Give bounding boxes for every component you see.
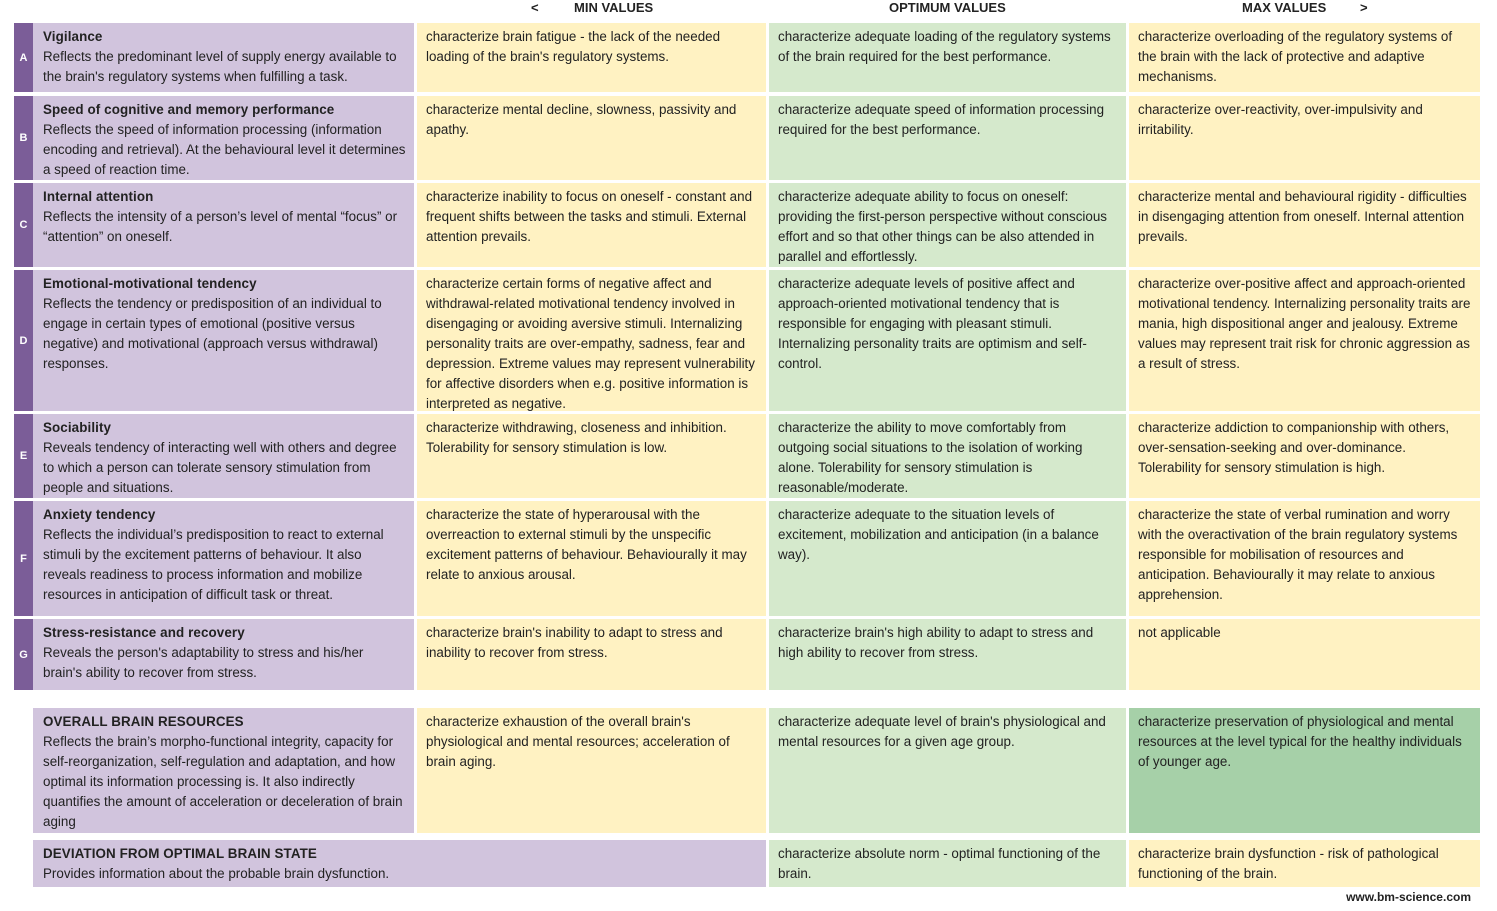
deviation-label — [33, 840, 766, 887]
row-description: Reflects the individual’s predisposition to react to external stimuli by the excitement patterns of behaviour. It also reveals readiness to process information and mobilize resources in anticipation of difficult task or threat. — [43, 527, 384, 602]
row-letter-f: F — [14, 501, 33, 616]
row-min-a: characterize brain fatigue - the lack of the needed loading of the brain's regulatory systems. — [417, 23, 766, 92]
header-min-values: MIN VALUES — [574, 0, 654, 15]
row-opt-a: characterize adequate loading of the regulatory systems of the brain required for the best performance. — [769, 23, 1126, 92]
deviation-max: characterize brain dysfunction - risk of pathological functioning of the brain. — [1129, 840, 1480, 887]
row-letter-d: D — [14, 270, 33, 411]
row-description: Reflects the intensity of a person’s level of mental “focus” or “attention” on oneself. — [43, 209, 398, 244]
row-letter-a: A — [14, 23, 33, 92]
row-max-g: not applicable — [1129, 619, 1480, 690]
row-max-f: characterize the state of verbal rumination and worry with the overactivation of the brain regulatory systems responsible for mobilisation of resources and anticipation. Behaviourally it may relate to anxious apprehension. — [1129, 501, 1480, 616]
row-letter-b: B — [14, 96, 33, 180]
row-opt-b: characterize adequate speed of information processing required for the best performance. — [769, 96, 1126, 180]
header-gt-arrow: > — [1360, 0, 1368, 15]
row-title: Internal attention — [43, 189, 154, 204]
row-description: Reveals the person's adaptability to stress and his/her brain's ability to recover from stress. — [43, 645, 364, 680]
row-label-d — [33, 270, 414, 411]
row-max-a: characterize overloading of the regulatory systems of the brain with the lack of protective and adaptive mechanisms. — [1129, 23, 1480, 92]
row-max-b: characterize over-reactivity, over-impulsivity and irritability. — [1129, 96, 1480, 180]
row-label-e — [33, 414, 414, 498]
row-description: Reflects the speed of information processing (information encoding and retrieval). At the behavioural level it determines a speed of reaction time. — [43, 122, 406, 177]
overall-opt: characterize adequate level of brain's physiological and mental resources for a given age group. — [769, 708, 1126, 833]
row-title: Sociability — [43, 420, 112, 435]
deviation-opt: characterize absolute norm - optimal functioning of the brain. — [769, 840, 1126, 887]
row-min-f: characterize the state of hyperarousal with the overreaction to external stimuli by the unspecific excitement patterns of behaviour. Behaviourally it may relate to anxious arousal. — [417, 501, 766, 616]
row-min-c: characterize inability to focus on oneself - constant and frequent shifts between the tasks and stimuli. External attention prevails. — [417, 183, 766, 267]
deviation-description: Provides information about the probable brain dysfunction. — [43, 866, 390, 881]
header-max-values: MAX VALUES — [1242, 0, 1327, 15]
footer-website: www.bm-science.com — [1346, 890, 1471, 904]
row-letter-e: E — [14, 414, 33, 498]
header-optimum-values: OPTIMUM VALUES — [889, 0, 1006, 15]
row-label-f — [33, 501, 414, 616]
row-title: Stress-resistance and recovery — [43, 625, 245, 640]
row-opt-c: characterize adequate ability to focus on oneself: providing the first-person perspective without conscious effort and so that other things can be also attended in parallel and effortlessly. — [769, 183, 1126, 267]
row-max-c: characterize mental and behavioural rigidity - difficulties in disengaging attention from oneself. Internal attention prevails. — [1129, 183, 1480, 267]
header-lt-arrow: < — [531, 0, 539, 15]
row-min-b: characterize mental decline, slowness, passivity and apathy. — [417, 96, 766, 180]
row-min-d: characterize certain forms of negative affect and withdrawal-related motivational tendency involved in disengaging or avoiding aversive stimuli. Internalizing personality traits are over-empathy, sadness, fear and depression. Extreme values may represent vulnerability for affective disorders when e.g. positive information is interpreted as negative. — [417, 270, 766, 411]
row-letter-c: C — [14, 183, 33, 267]
row-label-b — [33, 96, 414, 180]
row-opt-d: characterize adequate levels of positive affect and approach-oriented motivational tendency that is responsible for engaging with pleasant stimuli. Internalizing personality traits are optimism and self-control. — [769, 270, 1126, 411]
row-min-e: characterize withdrawing, closeness and inhibition. Tolerability for sensory stimulation is low. — [417, 414, 766, 498]
row-opt-g: characterize brain's high ability to adapt to stress and high ability to recover from stress. — [769, 619, 1126, 690]
row-description: Reflects the tendency or predisposition of an individual to engage in certain types of emotional (positive versus negative) and motivational (approach versus withdrawal) responses. — [43, 296, 382, 371]
overall-title: OVERALL BRAIN RESOURCES — [43, 714, 244, 729]
deviation-title: DEVIATION FROM OPTIMAL BRAIN STATE — [43, 846, 317, 861]
row-max-e: characterize addiction to companionship with others, over-sensation-seeking and over-dominance. Tolerability for sensory stimulation is high. — [1129, 414, 1480, 498]
row-title: Speed of cognitive and memory performance — [43, 102, 335, 117]
row-opt-f: characterize adequate to the situation levels of excitement, mobilization and anticipation (in a balance way). — [769, 501, 1126, 616]
row-letter-g: G — [14, 619, 33, 690]
row-title: Emotional-motivational tendency — [43, 276, 257, 291]
overall-description: Reflects the brain’s morpho-functional integrity, capacity for self-reorganization, self-regulation and adaptation, and how optimal its information processing is. It also indirectly quantifies the amount of acceleration or deceleration of brain aging — [43, 734, 403, 829]
row-title: Vigilance — [43, 29, 103, 44]
row-label-a — [33, 23, 414, 92]
row-label-c — [33, 183, 414, 267]
overall-min: characterize exhaustion of the overall brain's physiological and mental resources; acceleration of brain aging. — [417, 708, 766, 833]
row-opt-e: characterize the ability to move comfortably from outgoing social situations to the isolation of working alone. Tolerability for sensory stimulation is reasonable/moderate. — [769, 414, 1126, 498]
row-min-g: characterize brain's inability to adapt to stress and inability to recover from stress. — [417, 619, 766, 690]
row-title: Anxiety tendency — [43, 507, 156, 522]
overall-label — [33, 708, 414, 833]
row-description: Reflects the predominant level of supply energy available to the brain's regulatory systems when fulfilling a task. — [43, 49, 397, 84]
row-label-g — [33, 619, 414, 690]
row-max-d: characterize over-positive affect and approach-oriented motivational tendency. Internalizing personality traits are mania, high dispositional anger and jealousy. Extreme values may represent trait risk for chronic aggression as a result of stress. — [1129, 270, 1480, 411]
row-description: Reveals tendency of interacting well with others and degree to which a person can tolerate sensory stimulation from people and situations. — [43, 440, 397, 495]
overall-max: characterize preservation of physiological and mental resources at the level typical for the healthy individuals of younger age. — [1129, 708, 1480, 833]
